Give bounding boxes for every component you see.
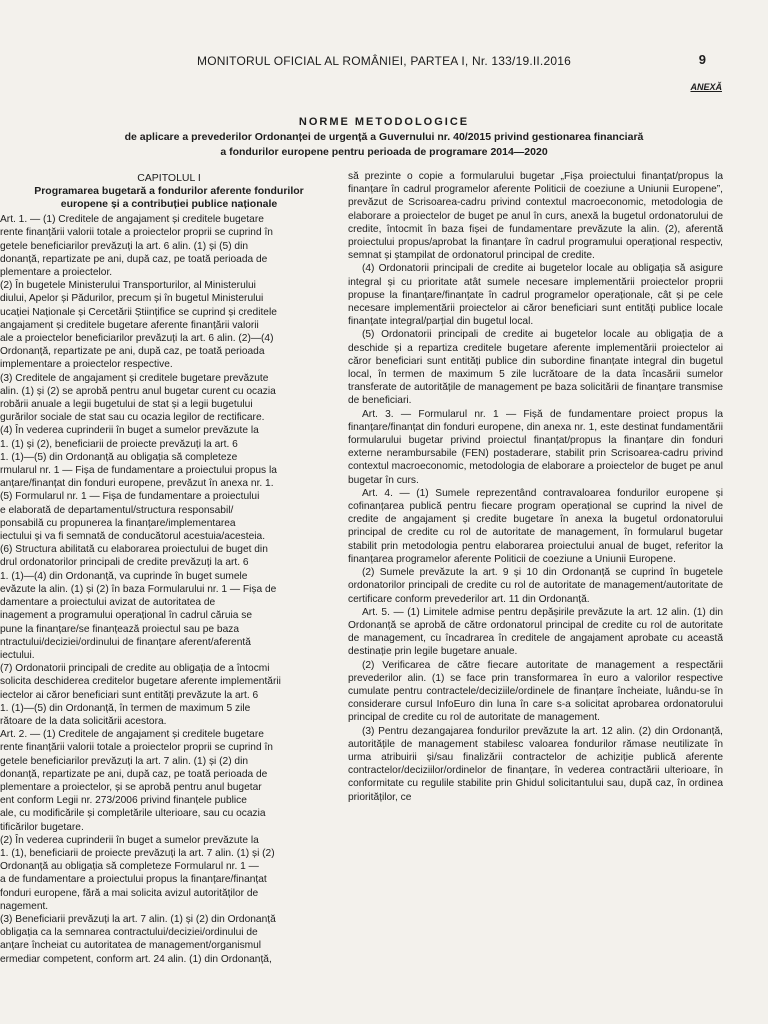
right-column (348, 170, 723, 1020)
section-title-line: europene și a contribuției publice naționale (60, 198, 278, 211)
text-line: donanță, repartizate pe ani, după caz, pe toată perioada de (0, 253, 268, 265)
text-line: iectului și va fi semnată de conducătorul acestuia/acesteia. (0, 531, 266, 543)
paragraph: (5) Ordonatorii principali de credite ai bugetelor locale au obligația de a deschide și a repartiza creditele bugetare aferente implementării proiectelor ai căror beneficiari sunt entități publice din subordine finanțate integral din bugetul local, în termen de maximum 5 zile lucrătoare de la data încasării sumelor transferate de autoritățile de management pe baza solicitării de finanțare transmise de beneficiari. (348, 329, 723, 407)
paragraph: să prezinte o copie a formularului bugetar „Fișa proiectului finanțat/propus la finanțare în cadrul programelor aferente Politicii de coeziune a Uniunii Europene”, prevăzut de Scrisoarea-cadru privind contextul macroeconomic, metodologia de elaborare a proiectelor de buget pe anul în curs, anexă la bugetul ordonatorului de credite, întocmit în baza fișei de fundamentare prevăzute la alin. (2), aferentă proiectului propus/aprobat la finanțare în cadrul programului operațional respectiv, semnat și ștampilat de ordonatorul principal de credite. (348, 171, 723, 262)
paragraph: (2) Sumele prevăzute la art. 9 și 10 din Ordonanță se cuprind în bugetele ordonatorilor principali de credite cu rol de autoritate de management/autoritate de certificare conform prevederilor art. 11 din Ordonanță. (348, 567, 723, 605)
text-line: obligația ca la semnarea contractului/deciziei/ordinului de (0, 927, 258, 939)
text-line: (2) În vederea cuprinderii în buget a sumelor prevăzute la (0, 834, 259, 846)
text-line: gurărilor sociale de stat sau cu ocazia legilor de rectificare. (0, 412, 265, 424)
section-title-line: Programarea bugetară a fondurilor aferente fondurilor (34, 185, 304, 198)
text-line: damentare a proiectului avizat de autoritatea de (0, 597, 216, 609)
text-line: ale, cu modificările și completările ulterioare, sau cu ocazia (0, 808, 266, 820)
text-line: pune la finanțare/se finanțează proiectul sau pe baza (0, 623, 240, 635)
text-line: Ordonanță, repartizate pe ani, după caz, pe toată perioada (0, 346, 265, 358)
text-line: Art. 2. — (1) Creditele de angajament și creditele bugetare (0, 729, 264, 741)
paragraph: Art. 3. — Formularul nr. 1 — Fișă de fundamentare proiect propus la finanțare/finanțat din fonduri europene, din anexa nr. 1, este destinat fundamentării formularului bugetar privind proiectul finanțat/propus la finanțare din fonduri externe nerambursabile (FEN) postaderare, stabilit prin Scrisoarea-cadru privind contextul macroeconomic, metodologia de elaborare a proiectelor de buget pe anul bugetar în curs. (348, 408, 723, 486)
document-title: NORME METODOLOGICE (298, 116, 470, 128)
text-line: drul ordonatorilor principali de credite prevăzuți la art. 6 (0, 557, 249, 569)
document-subtitle (10, 130, 758, 160)
text-line: nagement. (0, 900, 49, 912)
text-line: anțare/finanțat din fonduri europene, prevăzut în anexa nr. 1. (0, 478, 274, 490)
text-line: ale a proiectelor beneficiarilor prevăzuți la art. 6 alin. (2)—(4) (0, 333, 274, 345)
text-line: rătoare de la data solicitării acestora. (0, 715, 167, 727)
section-title (0, 185, 338, 211)
text-line: 1. (1) și (2), beneficiarii de proiecte prevăzuți la art. 6 (0, 438, 238, 450)
text-line: robării anuale a legii bugetului de stat și a legii bugetului (0, 399, 253, 411)
text-line: ent conform Legii nr. 273/2006 privind finanțele publice (0, 795, 247, 807)
text-line: fonduri europene, fără a mai solicita avizul autorităților de (0, 887, 259, 899)
text-line: rente finanțării valorii totale a proiectelor proprii se cuprind în (0, 227, 273, 239)
text-line: (6) Structura abilitată cu elaborarea proiectului de buget din (0, 544, 268, 556)
text-line: (7) Ordonatorii principali de credite au obligația de a întocmi (0, 663, 270, 675)
paragraph: (3) Pentru dezangajarea fondurilor prevăzute la art. 12 alin. (2) din Ordonanță, autoritățile de management stabilesc valoarea fondurilor rămase neutilizate în urma atribuirii și/sau finalizării contractelor de achiziție publică aferente contractelor/deciziilor/ordinelor de finanțare, în vederea contractării ulterioare, în conformitate cu regulile stabilite prin Ghidul solicitantului sau, după caz, în ordinea priorităților, ce (348, 725, 723, 803)
text-line: tificărilor bugetare. (0, 821, 84, 833)
paragraph: Art. 4. — (1) Sumele reprezentând contravaloarea fondurilor europene și cofinanțarea publică pentru fiecare program operațional se cuprind la nivel de credite de angajament și credite bugetare în anexa la bugetul ordonatorului principal de credite cu rol de autoritate de management, în formularul bugetar stabilit prin metodologia pentru elaborarea proiectului anual de buget, referitor la finanțarea programelor aferente Politicii de coeziune a Uniunii Europene. (348, 487, 723, 565)
text-line: (4) În vederea cuprinderii în buget a sumelor prevăzute la (0, 425, 259, 437)
text-line: a de fundamentare a proiectului propus la finanțare/finanțat (0, 874, 267, 886)
paragraph: Art. 5. — (1) Limitele admise pentru depășirile prevăzute la art. 12 alin. (1) din Ordonanță se aprobă de către ordonatorul principal de credite cu rol de autoritate de management, cu încadrarea în creditele de angajament aprobate cu această destinație prin legile bugetare anuale. (348, 606, 723, 658)
text-line: e elaborată de departamentul/structura responsabil/ (0, 504, 234, 516)
text-line: 1. (1)—(5) din Ordonanță au obligația să completeze (0, 451, 238, 463)
text-line: ntractului/deciziei/ordinului de finanțare aferent/aferentă (0, 636, 251, 648)
text-line: (5) Formularul nr. 1 — Fișa de fundamentare a proiectului (0, 491, 260, 503)
text-line: evăzute la alin. (1) și (2) în baza Formularului nr. 1 — Fișa de (0, 583, 277, 595)
page-number: 9 (698, 52, 706, 67)
text-line: implementare a proiectelor respective. (0, 359, 173, 371)
left-column-text (0, 213, 338, 966)
text-line: rente finanțării valorii totale a proiectelor proprii se cuprind în (0, 742, 273, 754)
text-line: (3) Creditele de angajament și creditele bugetare prevăzute (0, 372, 269, 384)
subtitle-line: a fondurilor europene pentru perioada de programare 2014—2020 (220, 146, 548, 158)
chapter-heading: CAPITOLUL I (137, 172, 201, 184)
text-line: getele beneficiarilor prevăzuți la art. 7 alin. (1) și (2) din (0, 755, 249, 767)
subtitle-line: de aplicare a prevederilor Ordonanței de urgență a Guvernului nr. 40/2015 privind gestionarea financiară (124, 131, 644, 143)
text-line: (3) Beneficiarii prevăzuți la art. 7 alin. (1) și (2) din Ordonanță (0, 913, 276, 925)
text-line: ucației Naționale și Cercetării Științifice se cuprind și creditele (0, 306, 277, 318)
text-line: ermediar competent, conform art. 24 alin. (1) din Ordonanță, (0, 953, 272, 965)
text-line: iectului. (0, 649, 35, 661)
text-line: alin. (1) și (2) se aprobă pentru anul bugetar curent cu ocazia (0, 385, 276, 397)
text-line: plementare a proiectelor. (0, 267, 113, 279)
publication-header: MONITORUL OFICIAL AL ROMÂNIEI, PARTEA I, Nr. 133/19.II.2016 (197, 54, 571, 68)
text-line: diului, Apelor și Pădurilor, precum și în bugetul Ministerului (0, 293, 264, 305)
text-line: iectelor ai căror beneficiari sunt entități prevăzute la art. 6 (0, 689, 259, 701)
text-line: 1. (1)—(5) din Ordonanță, în termen de maximum 5 zile (0, 702, 251, 714)
text-line: plementare a proiectelor, și se aprobă pentru anul bugetar (0, 781, 262, 793)
text-line: Art. 1. — (1) Creditele de angajament și creditele bugetare (0, 214, 264, 226)
text-line: donanță, repartizate pe ani, după caz, pe toată perioada de (0, 768, 268, 780)
text-line: anțare încheiat cu autoritatea de management/organismul (0, 940, 262, 952)
annex-label: ANEXĂ (690, 82, 722, 92)
text-line: inagement a programului operațional în cadrul căruia se (0, 610, 253, 622)
paragraph: (2) Verificarea de către fiecare autoritate de management a respectării prevederilor alin. (1) se face prin transformarea în euro a valorilor respective cumulate pentru contractele/deciziile/ordinele de finanțare încheiate, luându-se în considerare cursul InfoEuro din luna în care s-a solicitat aprobarea ordonatorului principal de credite cu rol de autoritate de management. (348, 659, 723, 724)
text-line: rmularul nr. 1 — Fișa de fundamentare a proiectului propus la (0, 465, 277, 477)
left-column (0, 170, 338, 1020)
text-line: Ordonanță au obligația să completeze Formularul nr. 1 — (0, 861, 259, 873)
text-line: getele beneficiarilor prevăzuți la art. 6 alin. (1) și (5) din (0, 240, 249, 252)
text-line: (2) În bugetele Ministerului Transporturilor, al Ministerului (0, 280, 256, 292)
text-line: 1. (1)—(4) din Ordonanță, va cuprinde în buget sumele (0, 570, 248, 582)
text-line: solicita deschiderea creditelor bugetare aferente implementării (0, 676, 281, 688)
paragraph: (4) Ordonatorii principali de credite ai bugetelor locale au obligația să asigure integral și cu prioritate atât sumele necesare implementării proiectelor proprii propuse la finanțare/finanțate în cadrul programelor operaționale, cât și pe cele necesare implementării proiectelor ai căror beneficiari sunt entități publice locale finanțate integral/parțial din bugetul local. (348, 263, 723, 328)
text-line: 1. (1), beneficiarii de proiecte prevăzuți la art. 7 alin. (1) și (2) (0, 847, 275, 859)
text-line: ponsabilă cu propunerea la finanțare/implementarea (0, 517, 236, 529)
text-line: angajament și creditele bugetare aferente finanțării valorii (0, 319, 259, 331)
